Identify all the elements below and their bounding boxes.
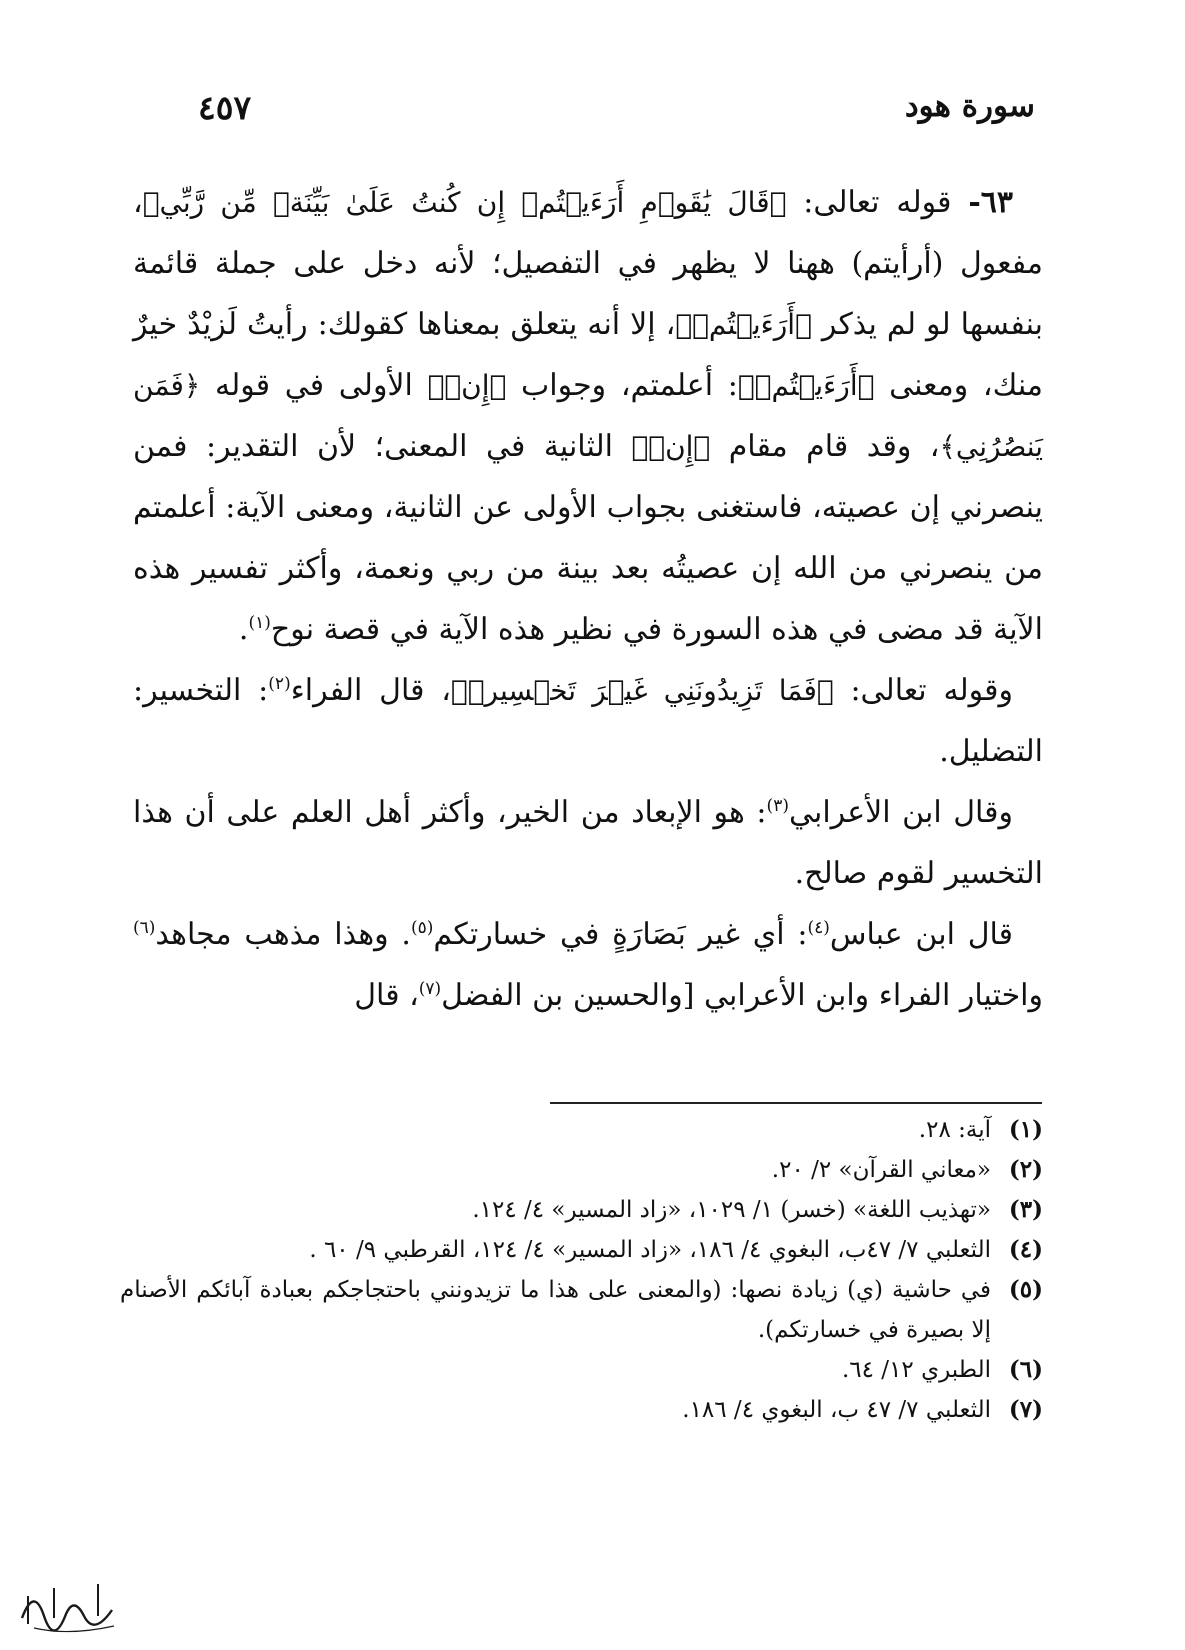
footnote-divider: [550, 1102, 1042, 1104]
page-number: ٤٥٧: [198, 88, 252, 127]
main-text: [133, 172, 1043, 1026]
footnote-number: (٣): [1008, 1196, 1043, 1223]
footnote-ref[interactable]: (١): [248, 613, 271, 633]
text-run: : التخسير: التضليل.: [133, 673, 1043, 769]
footnote-number: (١): [1008, 1116, 1043, 1143]
text-run: . وهذا مذهب مجاهد: [155, 917, 411, 952]
page-header: [150, 88, 1035, 138]
footnote-text: «تهذيب اللغة» (خسر) ١/ ١٠٢٩، «زاد المسير» ٤/ ١٢٤.: [472, 1197, 991, 1223]
footnote-text: الطبري ١٢/ ٦٤.: [841, 1357, 991, 1383]
footnote-text: «معاني القرآن» ٢/ ٢٠.: [771, 1157, 991, 1183]
quran-quote: ﴿إِنۡ﴾: [427, 369, 507, 402]
text-run: ، وقد قام مقام: [710, 429, 940, 464]
footnote-item: [120, 1190, 1043, 1230]
footnote-item: [120, 1110, 1043, 1150]
footnote-text: الثعلبي ٧/ ٤٧ ب، البغوي ٤/ ١٨٦.: [682, 1397, 991, 1423]
text-run: : أعلمتم، وجواب: [506, 368, 738, 403]
text-run: وقوله تعالى:: [833, 673, 1014, 708]
footnote-ref[interactable]: (٣): [766, 796, 789, 816]
footnote-number: (٤): [1008, 1236, 1043, 1263]
footnote-ref[interactable]: (٥): [410, 918, 434, 938]
text-run: : هو الإبعاد من الخير، وأكثر أهل العلم على أن هذا التخسير لقوم صالح.: [133, 795, 1043, 891]
footnote-number: (٧): [1008, 1396, 1043, 1423]
paragraph-takhsir: [133, 660, 1043, 782]
footnote-item: [120, 1350, 1043, 1390]
calligraphy-logo-icon: [14, 1566, 124, 1636]
footnote-ref[interactable]: (٦): [133, 918, 156, 938]
paragraph-ibn-abbas: [133, 904, 1043, 1026]
footnote-item: [120, 1150, 1043, 1190]
verse-number: ٦٣-: [968, 185, 1014, 220]
footnote-item: [120, 1390, 1043, 1430]
text-run: ، إلا أنه يتعلق بمعناها كقولك: رأيتُ لَزيْدٌ خيرٌ منك، ومعنى: [133, 307, 1043, 403]
text-run: الثانية في المعنى؛ لأن التقدير: فمن ينصرني إن عصيته، فاستغنى بجواب الأولى عن الثانية، ومعنى الآية: أعلمتم من ينصرني من الله إن عصيتُه بعد بينة من ربي ونعمة، وأكثر تفسير هذه الآية قد مضى في هذه السورة في نظير هذه الآية في قصة نوح: [133, 429, 1043, 647]
text-run: قوله تعالى:: [786, 185, 969, 220]
quran-quote: ﴿فَمَا تَزِيدُونَنِي غَيۡرَ تَخۡسِيرٖ﴾: [450, 674, 834, 707]
quran-quote: ﴿فَمَن يَنصُرُنِي﴾: [133, 369, 1043, 463]
footnote-item: [120, 1230, 1043, 1270]
footnote-text: الثعلبي ٧/ ٤٧ب، البغوي ٤/ ١٨٦، «زاد المسير» ٤/ ١٢٤، القرطبي ٩/ ٦٠ .: [309, 1237, 991, 1263]
text-run: : أي غير بَصَارَةٍ في خسارتكم: [433, 917, 808, 952]
footnote-number: (٢): [1008, 1156, 1043, 1183]
footnote-ref[interactable]: (٤): [807, 918, 830, 938]
text-run: .: [238, 612, 249, 647]
text-run: قال ابن عباس: [829, 917, 1013, 952]
footnote-number: (٦): [1008, 1356, 1043, 1383]
quran-quote: ﴿إِنۡ﴾: [631, 430, 711, 463]
footnote-ref[interactable]: (٢): [268, 674, 291, 694]
footnote-text: في حاشية (ي) زيادة نصها: (والمعنى على هذا ما تزيدونني باحتجاجكم بعبادة آبائكم الأصنام إلا بصيرة في خسارتكم).: [120, 1277, 991, 1343]
footnote-ref[interactable]: (٧): [418, 979, 442, 999]
footnote-item: [120, 1270, 1043, 1350]
paragraph-63: [133, 172, 1043, 660]
paragraph-ibn-arabi: [133, 782, 1043, 904]
text-run: الأولى في قوله: [200, 368, 428, 403]
footnote-text: آية: ٢٨.: [918, 1117, 991, 1143]
quran-quote: ﴿أَرَءَيۡتُمۡ﴾: [737, 369, 875, 402]
quran-quote: ﴿قَالَ يَٰقَوۡمِ أَرَءَيۡتُمۡ إِن كُنتُ عَلَىٰ بَيِّنَةٖ مِّن رَّبِّي﴾: [142, 186, 787, 219]
surah-title: سورة هود: [904, 88, 1035, 124]
text-run: وقال ابن الأعرابي: [788, 795, 1013, 830]
quran-quote: ﴿أَرَءَيۡتُمۡ﴾: [675, 308, 812, 341]
text-run: ، مفعول (أرأيتم) ههنا لا يظهر في التفصيل؛ لأنه دخل على جملة قائمة بنفسها لو لم يذكر: [133, 185, 1043, 342]
text-run: ، قال الفراء: [290, 673, 451, 708]
footnotes: [120, 1110, 1043, 1430]
footnote-number: (٥): [1008, 1276, 1043, 1303]
text-run: ، قال: [354, 978, 419, 1013]
text-run: واختيار الفراء وابن الأعرابي [والحسين بن الفضل: [441, 978, 1043, 1013]
